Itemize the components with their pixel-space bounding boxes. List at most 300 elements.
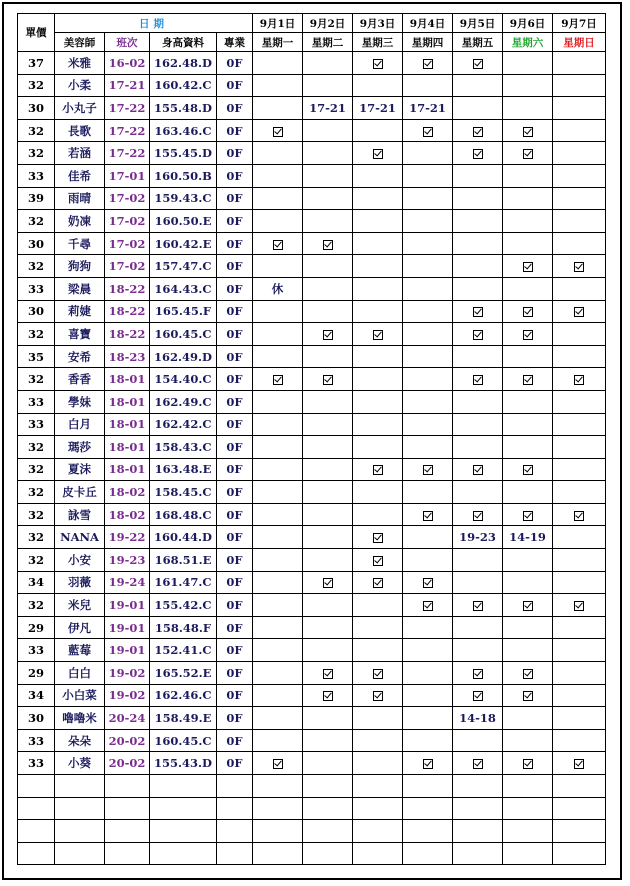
price-cell: 29 — [18, 616, 55, 639]
class-cell: 18-23 — [105, 345, 150, 368]
day-cell — [253, 164, 303, 187]
table-row — [18, 729, 606, 752]
price-cell: 33 — [18, 729, 55, 752]
table-row — [18, 210, 606, 233]
day-cell — [503, 729, 553, 752]
name-cell: 香香 — [55, 368, 105, 391]
day-cell — [353, 74, 403, 97]
day-cell — [553, 481, 606, 504]
height-cell: 158.48.F — [150, 616, 217, 639]
empty-cell — [453, 775, 503, 798]
height-cell: 165.52.E — [150, 662, 217, 685]
empty-cell — [453, 820, 503, 843]
day-cell — [353, 390, 403, 413]
table-row — [18, 458, 606, 481]
height-cell: 160.45.C — [150, 323, 217, 346]
day-cell — [403, 684, 453, 707]
price-cell: 32 — [18, 210, 55, 233]
checkbox-checked-icon — [423, 511, 433, 521]
checkbox-checked-icon — [473, 330, 483, 340]
specialty-cell: 0F — [217, 684, 253, 707]
day-cell-checked — [453, 300, 503, 323]
name-cell: 米兒 — [55, 594, 105, 617]
checkbox-checked-icon — [373, 556, 383, 566]
checkbox-checked-icon — [273, 375, 283, 385]
day-cell — [453, 481, 503, 504]
name-cell: 佳希 — [55, 164, 105, 187]
day-cell — [553, 684, 606, 707]
day-cell — [403, 74, 453, 97]
class-cell: 18-02 — [105, 503, 150, 526]
checkbox-checked-icon — [473, 307, 483, 317]
day-cell-checked — [353, 142, 403, 165]
class-cell: 19-01 — [105, 616, 150, 639]
day-cell-checked — [453, 323, 503, 346]
day-cell — [353, 232, 403, 255]
day-cell — [503, 97, 553, 120]
day-cell — [353, 277, 403, 300]
day-cell-checked — [503, 594, 553, 617]
day-cell — [503, 52, 553, 75]
name-cell: 夏沫 — [55, 458, 105, 481]
empty-cell — [150, 775, 217, 798]
day-cell — [353, 639, 403, 662]
height-cell: 168.48.C — [150, 503, 217, 526]
checkbox-checked-icon — [423, 759, 433, 769]
day-cell-checked — [503, 119, 553, 142]
table-row — [18, 187, 606, 210]
table-row — [18, 390, 606, 413]
day-cell — [353, 413, 403, 436]
price-cell: 30 — [18, 707, 55, 730]
empty-cell — [18, 797, 55, 820]
empty-cell — [150, 820, 217, 843]
day-cell-checked — [253, 752, 303, 775]
weekday-header-2: 星期二 — [303, 33, 353, 52]
day-cell — [253, 52, 303, 75]
specialty-cell: 0F — [217, 662, 253, 685]
table-row — [18, 503, 606, 526]
table-row — [18, 255, 606, 278]
empty-row — [18, 797, 606, 820]
day-cell — [303, 458, 353, 481]
checkbox-checked-icon — [373, 465, 383, 475]
day-cell — [353, 481, 403, 504]
name-cell: 梁晨 — [55, 277, 105, 300]
day-cell-checked — [553, 300, 606, 323]
day-cell — [403, 616, 453, 639]
day-cell — [303, 729, 353, 752]
empty-cell — [353, 820, 403, 843]
class-cell: 18-01 — [105, 368, 150, 391]
day-cell — [453, 277, 503, 300]
day-cell — [553, 345, 606, 368]
day-cell — [403, 639, 453, 662]
class-cell: 17-01 — [105, 164, 150, 187]
specialty-cell: 0F — [217, 368, 253, 391]
day-cell-checked — [453, 503, 503, 526]
day-cell — [453, 616, 503, 639]
checkbox-checked-icon — [473, 127, 483, 137]
day-cell — [353, 345, 403, 368]
header-row-labels — [18, 33, 606, 52]
price-cell: 32 — [18, 503, 55, 526]
day-cell — [303, 594, 353, 617]
table-row — [18, 300, 606, 323]
empty-cell — [18, 842, 55, 865]
day-cell — [403, 481, 453, 504]
day-cell — [253, 300, 303, 323]
name-cell: 雨晴 — [55, 187, 105, 210]
day-cell — [503, 436, 553, 459]
table-row — [18, 164, 606, 187]
day-cell — [303, 503, 353, 526]
day-cell — [403, 368, 453, 391]
specialty-cell: 0F — [217, 436, 253, 459]
day-cell-checked — [353, 458, 403, 481]
name-cell: 小白菜 — [55, 684, 105, 707]
class-cell: 20-02 — [105, 729, 150, 752]
table-row — [18, 616, 606, 639]
empty-cell — [453, 797, 503, 820]
price-cell: 39 — [18, 187, 55, 210]
empty-cell — [303, 797, 353, 820]
empty-cell — [55, 775, 105, 798]
specialty-cell: 0F — [217, 526, 253, 549]
day-cell — [503, 164, 553, 187]
day-cell — [303, 210, 353, 233]
name-cell: 白月 — [55, 413, 105, 436]
day-cell-checked — [353, 662, 403, 685]
day-cell — [353, 616, 403, 639]
checkbox-checked-icon — [323, 375, 333, 385]
class-cell: 17-22 — [105, 97, 150, 120]
price-cell: 32 — [18, 255, 55, 278]
checkbox-checked-icon — [523, 375, 533, 385]
checkbox-checked-icon — [373, 330, 383, 340]
day-cell — [453, 639, 503, 662]
day-cell — [453, 413, 503, 436]
checkbox-checked-icon — [523, 759, 533, 769]
name-cell: 喜寶 — [55, 323, 105, 346]
weekday-header-7: 星期日 — [553, 33, 606, 52]
day-cell — [453, 729, 503, 752]
schedule-sheet — [2, 2, 622, 880]
day-cell — [353, 255, 403, 278]
date-header-6: 9月6日 — [503, 14, 553, 33]
table-row — [18, 142, 606, 165]
day-cell — [503, 232, 553, 255]
day-cell — [503, 481, 553, 504]
specialty-cell: 0F — [217, 729, 253, 752]
empty-cell — [217, 842, 253, 865]
day-cell — [353, 164, 403, 187]
specialty-cell: 0F — [217, 119, 253, 142]
checkbox-checked-icon — [373, 533, 383, 543]
name-cell: 皮卡丘 — [55, 481, 105, 504]
day-cell — [303, 616, 353, 639]
day-cell — [403, 729, 453, 752]
day-cell — [353, 594, 403, 617]
date-header-2: 9月2日 — [303, 14, 353, 33]
name-cell: 若涵 — [55, 142, 105, 165]
day-cell-checked — [353, 571, 403, 594]
day-cell — [253, 413, 303, 436]
price-cell: 30 — [18, 97, 55, 120]
day-cell: 休 — [253, 277, 303, 300]
checkbox-checked-icon — [473, 149, 483, 159]
table-row — [18, 52, 606, 75]
name-cell: NANA — [55, 526, 105, 549]
day-cell — [253, 187, 303, 210]
day-cell-checked — [453, 119, 503, 142]
checkbox-checked-icon — [323, 330, 333, 340]
height-cell: 154.40.C — [150, 368, 217, 391]
day-cell — [403, 323, 453, 346]
day-cell: 17-21 — [353, 97, 403, 120]
day-cell-checked — [353, 684, 403, 707]
empty-cell — [105, 842, 150, 865]
price-cell: 32 — [18, 549, 55, 572]
day-cell — [553, 616, 606, 639]
height-cell: 158.43.C — [150, 436, 217, 459]
date-header-1: 9月1日 — [253, 14, 303, 33]
day-cell-checked — [303, 323, 353, 346]
empty-cell — [303, 842, 353, 865]
class-cell: 20-24 — [105, 707, 150, 730]
table-row — [18, 549, 606, 572]
table-row — [18, 368, 606, 391]
name-cell: 朵朵 — [55, 729, 105, 752]
empty-cell — [353, 797, 403, 820]
day-cell — [253, 729, 303, 752]
day-cell — [253, 616, 303, 639]
day-cell: 14-18 — [453, 707, 503, 730]
checkbox-checked-icon — [473, 669, 483, 679]
date-header-7: 9月7日 — [553, 14, 606, 33]
checkbox-checked-icon — [423, 59, 433, 69]
name-cell: 伊凡 — [55, 616, 105, 639]
day-cell — [553, 277, 606, 300]
price-cell: 29 — [18, 662, 55, 685]
checkbox-checked-icon — [473, 465, 483, 475]
day-cell-checked — [403, 594, 453, 617]
day-cell — [403, 549, 453, 572]
checkbox-checked-icon — [273, 240, 283, 250]
day-cell-checked — [303, 368, 353, 391]
class-cell: 18-22 — [105, 323, 150, 346]
day-cell — [303, 390, 353, 413]
height-cell: 158.49.E — [150, 707, 217, 730]
day-cell — [553, 323, 606, 346]
checkbox-checked-icon — [323, 240, 333, 250]
day-cell — [253, 481, 303, 504]
checkbox-checked-icon — [473, 375, 483, 385]
class-cell: 19-22 — [105, 526, 150, 549]
day-cell-checked — [453, 594, 503, 617]
price-cell: 32 — [18, 142, 55, 165]
day-cell — [503, 549, 553, 572]
day-cell-checked — [353, 526, 403, 549]
checkbox-checked-icon — [423, 578, 433, 588]
class-cell: 19-02 — [105, 662, 150, 685]
day-cell — [503, 390, 553, 413]
day-cell-checked — [553, 368, 606, 391]
day-cell — [403, 142, 453, 165]
specialty-cell: 0F — [217, 571, 253, 594]
specialty-cell: 0F — [217, 594, 253, 617]
day-cell — [253, 142, 303, 165]
date-header-4: 9月4日 — [403, 14, 453, 33]
day-cell — [553, 707, 606, 730]
checkbox-checked-icon — [373, 691, 383, 701]
weekday-header-5: 星期五 — [453, 33, 503, 52]
day-cell — [253, 255, 303, 278]
name-header: 美容師 — [55, 33, 105, 52]
weekday-header-4: 星期四 — [403, 33, 453, 52]
empty-cell — [403, 820, 453, 843]
empty-cell — [253, 775, 303, 798]
day-cell — [303, 52, 353, 75]
specialty-cell: 0F — [217, 413, 253, 436]
class-cell: 20-02 — [105, 752, 150, 775]
specialty-cell: 0F — [217, 549, 253, 572]
height-cell: 160.50.E — [150, 210, 217, 233]
checkbox-checked-icon — [523, 127, 533, 137]
specialty-cell: 0F — [217, 481, 253, 504]
day-cell — [303, 187, 353, 210]
price-cell: 32 — [18, 436, 55, 459]
empty-cell — [150, 842, 217, 865]
empty-cell — [105, 797, 150, 820]
specialty-cell: 0F — [217, 300, 253, 323]
table-row — [18, 684, 606, 707]
day-cell — [253, 684, 303, 707]
day-cell — [553, 436, 606, 459]
table-row — [18, 413, 606, 436]
day-cell — [303, 119, 353, 142]
height-cell: 155.43.D — [150, 752, 217, 775]
table-row — [18, 277, 606, 300]
class-header: 班次 — [105, 33, 150, 52]
table-row — [18, 707, 606, 730]
name-cell: 千尋 — [55, 232, 105, 255]
checkbox-checked-icon — [323, 669, 333, 679]
checkbox-checked-icon — [574, 262, 584, 272]
day-cell — [253, 707, 303, 730]
date-header-3: 9月3日 — [353, 14, 403, 33]
day-cell — [553, 526, 606, 549]
day-cell — [553, 52, 606, 75]
day-cell — [553, 164, 606, 187]
checkbox-checked-icon — [373, 149, 383, 159]
name-cell: 奶凍 — [55, 210, 105, 233]
table-row — [18, 571, 606, 594]
day-cell — [503, 187, 553, 210]
weekday-header-1: 星期一 — [253, 33, 303, 52]
price-cell: 33 — [18, 639, 55, 662]
day-cell — [503, 616, 553, 639]
height-cell: 152.41.C — [150, 639, 217, 662]
day-cell — [253, 97, 303, 120]
name-cell: 藍莓 — [55, 639, 105, 662]
day-cell — [403, 707, 453, 730]
day-cell — [403, 662, 453, 685]
empty-cell — [503, 775, 553, 798]
price-cell: 30 — [18, 300, 55, 323]
empty-cell — [503, 842, 553, 865]
checkbox-checked-icon — [423, 127, 433, 137]
day-cell-checked — [303, 662, 353, 685]
checkbox-checked-icon — [523, 330, 533, 340]
day-cell-checked — [503, 458, 553, 481]
day-cell — [553, 74, 606, 97]
checkbox-checked-icon — [473, 759, 483, 769]
day-cell — [453, 345, 503, 368]
table-row — [18, 323, 606, 346]
day-cell — [503, 571, 553, 594]
day-cell-checked — [303, 571, 353, 594]
checkbox-checked-icon — [574, 511, 584, 521]
empty-cell — [18, 820, 55, 843]
day-cell — [553, 729, 606, 752]
class-cell: 17-02 — [105, 210, 150, 233]
empty-cell — [253, 842, 303, 865]
checkbox-checked-icon — [323, 578, 333, 588]
specialty-cell: 0F — [217, 210, 253, 233]
specialty-cell: 0F — [217, 52, 253, 75]
height-cell: 157.47.C — [150, 255, 217, 278]
class-cell: 17-02 — [105, 187, 150, 210]
date-header-5: 9月5日 — [453, 14, 503, 33]
checkbox-checked-icon — [574, 759, 584, 769]
table-row — [18, 752, 606, 775]
checkbox-checked-icon — [523, 307, 533, 317]
empty-cell — [253, 820, 303, 843]
height-cell: 163.46.C — [150, 119, 217, 142]
checkbox-checked-icon — [523, 465, 533, 475]
class-cell: 16-02 — [105, 52, 150, 75]
day-cell — [303, 413, 353, 436]
specialty-cell: 0F — [217, 323, 253, 346]
checkbox-checked-icon — [323, 691, 333, 701]
specialty-cell: 0F — [217, 458, 253, 481]
checkbox-checked-icon — [574, 375, 584, 385]
day-cell-checked — [353, 323, 403, 346]
checkbox-checked-icon — [473, 59, 483, 69]
day-cell — [403, 413, 453, 436]
day-cell — [303, 639, 353, 662]
checkbox-checked-icon — [473, 691, 483, 701]
empty-cell — [55, 797, 105, 820]
day-cell-checked — [503, 300, 553, 323]
price-cell: 32 — [18, 323, 55, 346]
day-cell — [503, 74, 553, 97]
empty-cell — [150, 797, 217, 820]
day-cell-checked — [303, 684, 353, 707]
price-cell: 32 — [18, 368, 55, 391]
empty-cell — [553, 842, 606, 865]
checkbox-checked-icon — [574, 601, 584, 611]
day-cell — [353, 729, 403, 752]
day-cell — [303, 526, 353, 549]
empty-cell — [217, 820, 253, 843]
checkbox-checked-icon — [373, 59, 383, 69]
specialty-cell: 0F — [217, 232, 253, 255]
day-cell — [553, 210, 606, 233]
day-cell — [353, 503, 403, 526]
name-cell: 學妹 — [55, 390, 105, 413]
